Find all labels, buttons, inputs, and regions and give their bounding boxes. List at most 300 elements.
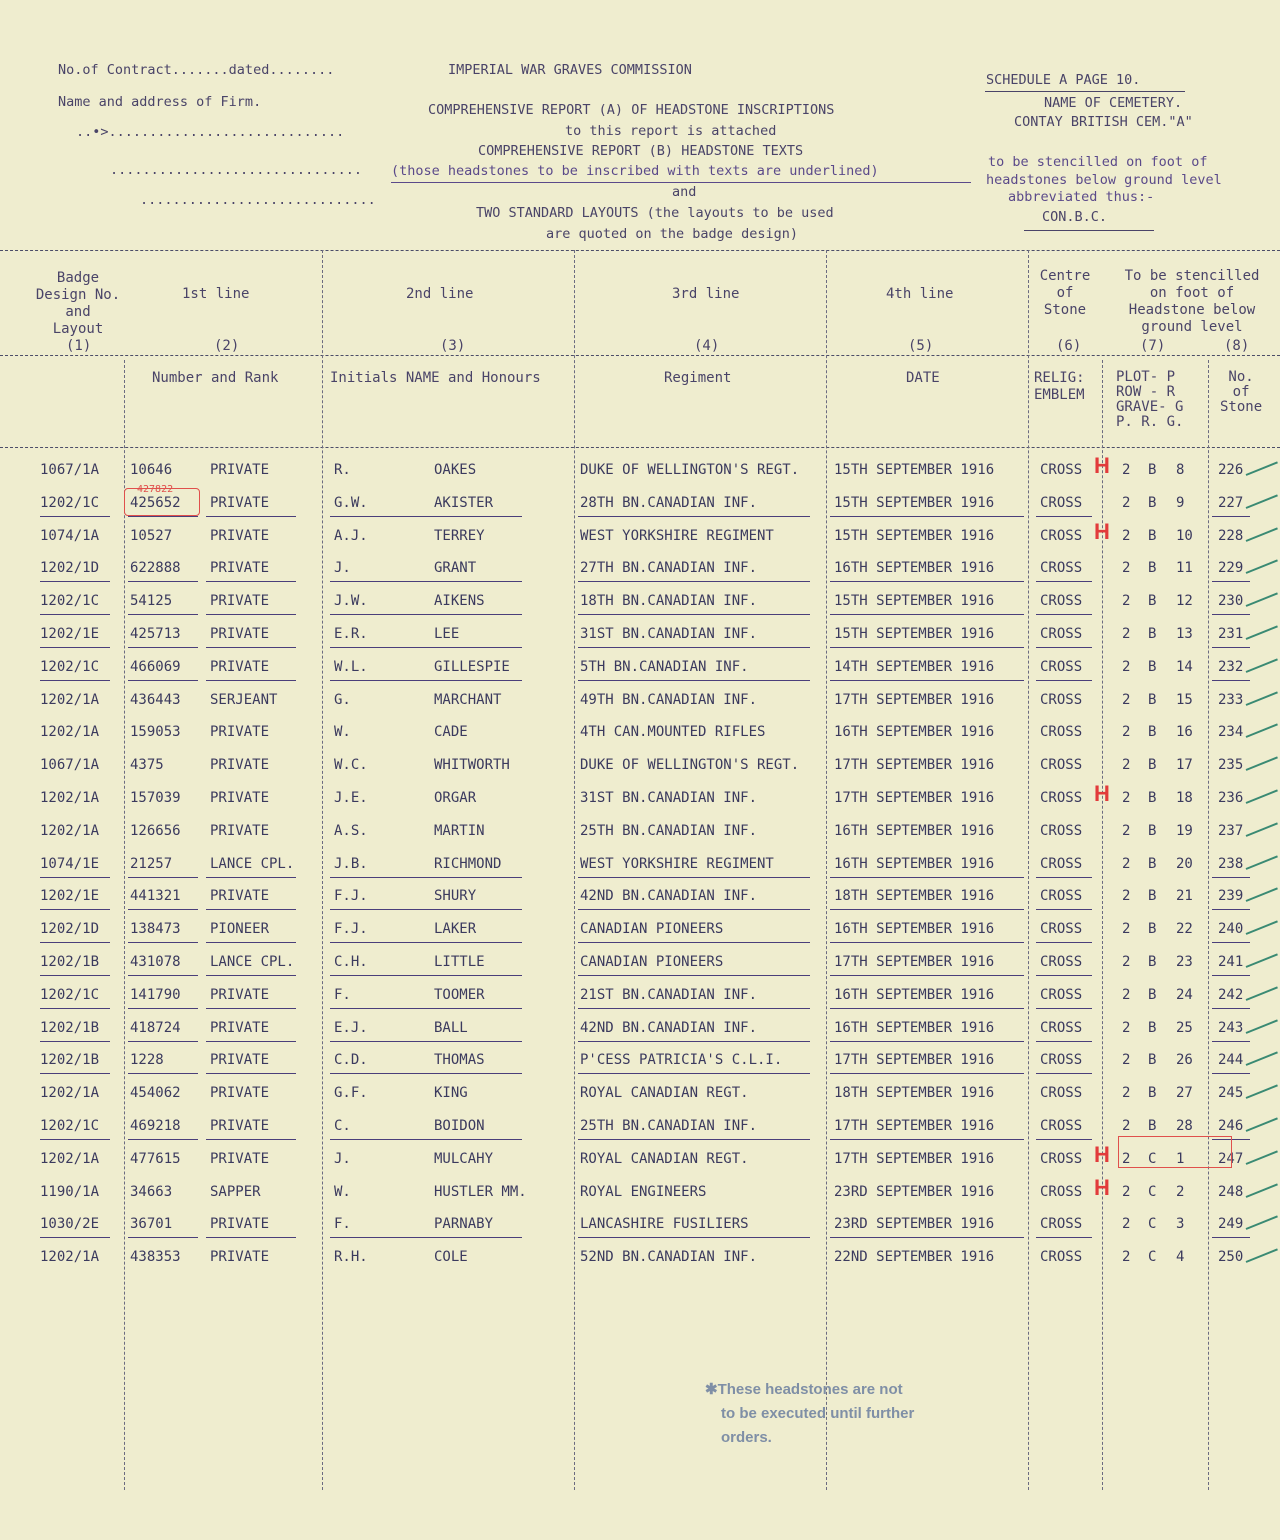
inscription-underline [40,975,110,976]
emblem-cell: CROSS [1040,986,1083,1003]
inscription-underline [1036,516,1092,517]
date-cell: 17TH SEPTEMBER 1916 [834,954,995,970]
stone-number-cell: 229 [1218,560,1244,577]
stone-number-cell: 232 [1218,658,1244,675]
inscription-underline [1036,909,1092,910]
check-tick-mark [1246,822,1278,837]
regiment-cell: 31ST BN.CANADIAN INF. [580,626,758,642]
check-tick-mark [1246,855,1278,870]
badge-design-cell: 1202/1A [40,790,100,806]
red-hold-mark: H [1094,453,1110,478]
regiment-cell: P'CESS PATRICIA'S C.L.I. [580,1052,783,1069]
stencil-note-2: headstones below ground level [986,172,1222,188]
inscription-underline [830,942,1024,943]
service-number-cell: 469218 [130,1118,181,1134]
table-row [0,692,1280,725]
emblem-cell: CROSS [1040,626,1083,642]
grave-cell: 21 [1176,888,1193,905]
table-row [0,757,1280,790]
schedule-label: SCHEDULE A PAGE 10. [986,72,1141,88]
red-hold-mark: H [1094,781,1110,806]
stone-number-cell: 239 [1218,888,1244,905]
initials-cell: F.J. [334,888,368,905]
red-hold-mark: H [1094,1141,1110,1167]
emblem-cell: CROSS [1040,921,1083,938]
inscription-underline [830,975,1024,976]
initials-cell: A.S. [334,822,368,839]
plot-cell: 2 [1122,691,1131,708]
stencil-note-3: abbreviated thus:- [1008,189,1155,205]
emblem-cell: CROSS [1040,560,1083,577]
initials-cell: G.F. [334,1085,368,1102]
rank-cell: LANCE CPL. [210,855,295,872]
inscription-underline [830,1008,1024,1009]
surname-cell: MULCAHY [434,1150,494,1167]
emblem-cell: CROSS [1040,1183,1083,1200]
inscription-underline [128,1041,198,1042]
check-tick-mark [1246,1249,1278,1264]
inscription-underline [330,680,522,681]
row-letter-cell: B [1148,888,1157,905]
grave-cell: 18 [1176,790,1193,806]
badge-design-cell: 1067/1A [40,757,100,774]
regiment-cell: 18TH BN.CANADIAN INF. [580,593,758,610]
inscription-underline [330,1073,522,1074]
service-number-cell: 138473 [130,921,181,938]
col6-heading-line: of [1056,285,1074,301]
col7-heading [1106,268,1278,336]
attached-line: to this report is attached [565,123,777,139]
initials-cell: W. [334,1183,351,1200]
plot-cell: 2 [1122,527,1131,544]
grave-cell: 11 [1176,560,1193,577]
firm-label: Name and address of Firm. [58,94,262,110]
emblem-cell: CROSS [1040,462,1083,478]
col6-heading-line: Stone [1043,302,1087,318]
inscription-underline [206,516,296,517]
inscription-underline [206,1008,296,1009]
row-letter-cell: B [1148,954,1157,970]
service-number-cell: 622888 [130,560,181,577]
emblem-cell: CROSS [1040,790,1083,806]
date-cell: 17TH SEPTEMBER 1916 [834,1150,995,1167]
stone-number-cell: 226 [1218,462,1244,478]
regiment-cell: 31ST BN.CANADIAN INF. [580,790,758,806]
table-row [0,528,1280,561]
regiment-cell: 42ND BN.CANADIAN INF. [580,1019,758,1036]
rank-cell: PRIVATE [210,462,270,478]
surname-cell: GILLESPIE [434,658,510,675]
inscription-underline [1036,647,1092,648]
check-tick-mark [1246,1117,1278,1132]
check-tick-mark [1246,1150,1278,1165]
service-number-cell: 34663 [130,1183,173,1200]
badge-design-cell: 1202/1A [40,1249,100,1266]
inscription-underline [830,516,1024,517]
row-letter-cell: B [1148,790,1157,806]
inscription-underline [1212,1008,1250,1009]
col7-heading-line: ground level [1141,319,1243,335]
plot-cell: 2 [1122,954,1131,970]
inscription-underline [330,647,522,648]
grave-cell: 26 [1176,1052,1193,1069]
inscription-underline [330,877,522,878]
grave-cell: 28 [1176,1118,1193,1134]
regiment-cell: 49TH BN.CANADIAN INF. [580,691,758,708]
date-cell: 16TH SEPTEMBER 1916 [834,855,995,872]
regiment-cell: CANADIAN PIONEERS [580,921,724,938]
grave-cell: 16 [1176,724,1193,741]
check-tick-mark [1246,921,1278,936]
surname-cell: HUSTLER MM. [434,1183,527,1200]
col6-number: (6) [1056,338,1082,354]
plot-cell: 2 [1122,462,1131,478]
service-number-cell: 10527 [130,527,173,544]
inscription-underline [128,1237,198,1238]
inscription-underline [206,877,296,878]
red-hold-mark: H [1094,1174,1110,1200]
stone-number-cell: 236 [1218,790,1244,806]
inscription-underline [578,1008,810,1009]
col7-number: (7) [1140,338,1166,354]
col8-sub-line: Stone [1220,399,1263,415]
badge-design-cell: 1202/1A [40,1085,100,1102]
stone-number-cell: 245 [1218,1085,1244,1102]
col7-heading-line: on foot of [1149,285,1235,301]
surname-cell: COLE [434,1249,468,1266]
plot-cell: 2 [1122,626,1131,642]
rank-cell: PRIVATE [210,1249,270,1266]
plot-cell: 2 [1122,822,1131,839]
row-letter-cell: B [1148,1019,1157,1036]
initials-cell: A.J. [334,527,368,544]
inscription-underline [40,877,110,878]
initials-cell: C. [334,1118,351,1134]
emblem-cell: CROSS [1040,494,1083,511]
inscription-underline [1036,877,1092,878]
badge-design-cell: 1202/1C [40,986,100,1003]
check-tick-mark [1246,1183,1278,1198]
emblem-cell: CROSS [1040,527,1083,544]
badge-design-cell: 1202/1A [40,1150,100,1167]
inscription-underline [206,975,296,976]
service-number-cell: 454062 [130,1085,181,1102]
inscription-underline [830,1073,1024,1074]
check-tick-mark [1246,527,1278,542]
plot-cell: 2 [1122,1183,1131,1200]
table-row [0,1151,1280,1184]
inscription-underline [40,516,110,517]
inscription-underline [330,1139,522,1140]
col6-subheading [1034,370,1085,404]
rank-cell: PRIVATE [210,1019,270,1036]
grave-cell: 22 [1176,921,1193,938]
firm-dots-1: ..•>............................. [76,124,345,140]
col3-heading: 2nd line [406,286,474,302]
row-letter-cell: C [1148,1216,1157,1233]
inscription-underline [40,942,110,943]
table-row [0,1020,1280,1053]
emblem-cell: CROSS [1040,593,1083,610]
col5-number: (5) [908,338,934,354]
plot-cell: 2 [1122,1249,1131,1266]
inscription-underline [830,1237,1024,1238]
table-row [0,1118,1280,1151]
table-row [0,659,1280,692]
plot-cell: 2 [1122,1019,1131,1036]
regiment-cell: ROYAL CANADIAN REGT. [580,1085,749,1102]
grave-cell: 13 [1176,626,1193,642]
row-letter-cell: B [1148,921,1157,938]
emblem-cell: CROSS [1040,724,1083,741]
service-number-cell: 477615 [130,1150,181,1167]
emblem-cell: CROSS [1040,954,1083,970]
correction-number: 427822 [137,484,174,495]
surname-cell: ORGAR [434,790,477,806]
initials-cell: J. [334,1150,351,1167]
col4-subheading: Regiment [664,370,732,386]
col7-sub-line: GRAVE- G [1116,399,1184,415]
inscription-underline [206,680,296,681]
inscription-underline [578,614,810,615]
plot-cell: 2 [1122,790,1131,806]
inscription-underline [830,1041,1024,1042]
inscription-underline [330,942,522,943]
inscription-underline [40,1008,110,1009]
rank-cell: PRIVATE [210,790,270,806]
col1-number: (1) [66,338,92,354]
initials-cell: G. [334,691,351,708]
inscription-underline [578,975,810,976]
surname-cell: RICHMOND [434,855,502,872]
inscription-underline [40,1237,110,1238]
stone-number-cell: 227 [1218,494,1244,511]
inscription-underline [830,877,1024,878]
badge-design-cell: 1074/1A [40,527,100,544]
inscription-underline [578,942,810,943]
col1-heading [20,270,136,338]
grave-cell: 10 [1176,527,1193,544]
regiment-cell: 25TH BN.CANADIAN INF. [580,822,758,839]
badge-design-cell: 1202/1C [40,658,100,675]
initials-cell: F.J. [334,921,368,938]
table-row [0,593,1280,626]
table-row [0,1249,1280,1282]
regiment-cell: CANADIAN PIONEERS [580,954,724,970]
stone-number-cell: 243 [1218,1019,1244,1036]
table-row [0,626,1280,659]
row-letter-cell: B [1148,527,1157,544]
col2-subheading: Number and Rank [152,370,279,386]
stone-number-cell: 246 [1218,1118,1244,1134]
regiment-cell: LANCASHIRE FUSILIERS [580,1216,749,1233]
col7-subheading [1116,370,1183,430]
regiment-cell: WEST YORKSHIRE REGIMENT [580,527,774,544]
check-tick-mark [1246,691,1278,706]
badge-design-cell: 1202/1A [40,822,100,839]
date-cell: 15TH SEPTEMBER 1916 [834,494,995,511]
grave-cell: 8 [1176,462,1185,478]
rank-cell: PRIVATE [210,1118,270,1134]
row-letter-cell: B [1148,691,1157,708]
stone-number-cell: 242 [1218,986,1244,1003]
surname-cell: KING [434,1085,468,1102]
inscription-underline [128,909,198,910]
badge-design-cell: 1202/1C [40,593,100,610]
service-number-cell: 466069 [130,658,181,675]
date-cell: 23RD SEPTEMBER 1916 [834,1216,995,1233]
initials-cell: J.B. [334,855,368,872]
service-number-cell: 36701 [130,1216,173,1233]
badge-design-cell: 1202/1E [40,626,100,642]
surname-cell: BALL [434,1019,468,1036]
rank-cell: PRIVATE [210,527,270,544]
initials-cell: F. [334,986,351,1003]
check-tick-mark [1246,953,1278,968]
regiment-cell: DUKE OF WELLINGTON'S REGT. [580,757,800,774]
inscription-underline [206,1139,296,1140]
col1-heading-line: Badge [56,270,100,286]
rank-cell: PRIVATE [210,593,270,610]
table-row [0,921,1280,954]
row-letter-cell: C [1148,1150,1157,1167]
inscription-underline [40,647,110,648]
rank-cell: PRIVATE [210,1216,270,1233]
inscription-underline [1036,942,1092,943]
grave-cell: 2 [1176,1183,1185,1200]
inscription-underline [1036,1237,1092,1238]
column-number-rule [0,355,1280,356]
inscription-underline [578,581,810,582]
col7-sub-line: P. R. G. [1116,414,1184,430]
underlined-note: (those headstones to be inscribed with texts are underlined) [391,163,879,179]
grave-correction-box [1118,1136,1232,1168]
table-row [0,1216,1280,1249]
initials-cell: W.C. [334,757,368,774]
initials-cell: W.L. [334,658,368,675]
initials-cell: W. [334,724,351,741]
inscription-underline [1212,975,1250,976]
hold-stamp [705,1378,914,1450]
plot-cell: 2 [1122,658,1131,675]
regiment-cell: 27TH BN.CANADIAN INF. [580,560,758,577]
emblem-cell: CROSS [1040,822,1083,839]
regiment-cell: 4TH CAN.MOUNTED RIFLES [580,724,766,741]
inscription-underline [578,877,810,878]
date-cell: 17TH SEPTEMBER 1916 [834,790,995,806]
table-row [0,1085,1280,1118]
grave-cell: 1 [1176,1150,1185,1167]
inscription-underline [128,647,198,648]
inscription-underline [40,614,110,615]
cemetery-label: NAME OF CEMETERY. [1044,95,1183,111]
row-letter-cell: B [1148,757,1157,774]
quoted-line: are quoted on the badge design) [546,226,798,242]
date-cell: 18TH SEPTEMBER 1916 [834,888,995,905]
surname-cell: THOMAS [434,1052,485,1069]
row-letter-cell: B [1148,1118,1157,1134]
col8-sub-line: No. [1228,369,1254,385]
inscription-underline [1212,516,1250,517]
badge-design-cell: 1074/1E [40,855,100,872]
check-tick-mark [1246,986,1278,1001]
table-row [0,1184,1280,1217]
inscription-underline [330,975,522,976]
col3-subheading: Initials NAME and Honours [330,370,541,386]
date-cell: 15TH SEPTEMBER 1916 [834,626,995,642]
check-tick-mark [1246,560,1278,575]
table-row [0,1052,1280,1085]
service-number-cell: 425652 [130,494,181,511]
inscription-underline [206,942,296,943]
rank-cell: PRIVATE [210,1150,270,1167]
contract-line: No.of Contract.......dated........ [58,62,335,78]
inscription-underline [40,1139,110,1140]
rank-cell: PRIVATE [210,658,270,675]
inscription-underline [128,680,198,681]
table-row [0,888,1280,921]
surname-cell: AIKENS [434,593,485,610]
inscription-underline [578,647,810,648]
col3-number: (3) [440,338,466,354]
date-cell: 16TH SEPTEMBER 1916 [834,1019,995,1036]
red-hold-mark: H [1094,518,1110,544]
col8-subheading [1220,370,1262,415]
badge-design-cell: 1202/1C [40,494,100,511]
badge-design-cell: 1030/2E [40,1216,100,1233]
check-tick-mark [1246,1019,1278,1034]
surname-cell: OAKES [434,462,477,478]
inscription-underline [578,516,810,517]
surname-cell: TOOMER [434,986,485,1003]
surname-cell: LEE [434,626,460,642]
stone-number-cell: 230 [1218,593,1244,610]
rank-cell: PRIVATE [210,626,270,642]
rank-cell: PRIVATE [210,1052,270,1069]
firm-dots-2: ............................... [110,162,362,178]
grave-cell: 23 [1176,954,1193,970]
service-number-cell: 21257 [130,855,173,872]
surname-cell: SHURY [434,888,477,905]
stone-number-cell: 249 [1218,1216,1244,1233]
service-number-cell: 141790 [130,986,181,1003]
inscription-underline [206,647,296,648]
inscription-underline [1212,909,1250,910]
plot-cell: 2 [1122,724,1131,741]
inscription-underline [830,614,1024,615]
row-letter-cell: C [1148,1249,1157,1266]
regiment-cell: ROYAL CANADIAN REGT. [580,1150,749,1167]
date-cell: 17TH SEPTEMBER 1916 [834,691,995,708]
row-letter-cell: B [1148,658,1157,675]
inscription-underline [330,909,522,910]
badge-design-cell: 1202/1A [40,724,100,741]
surname-cell: MARTIN [434,822,485,839]
check-tick-mark [1246,724,1278,739]
inscription-underline [1036,1008,1092,1009]
check-tick-mark [1246,1052,1278,1067]
service-number-cell: 159053 [130,724,181,741]
initials-cell: C.D. [334,1052,368,1069]
stone-number-cell: 235 [1218,757,1244,774]
inscription-underline [40,1073,110,1074]
inscription-underline [128,1073,198,1074]
check-tick-mark [1246,461,1278,476]
service-number-cell: 126656 [130,822,181,839]
stone-number-cell: 240 [1218,921,1244,938]
stone-number-cell: 241 [1218,954,1244,970]
col1-heading-line: Layout [52,321,104,337]
